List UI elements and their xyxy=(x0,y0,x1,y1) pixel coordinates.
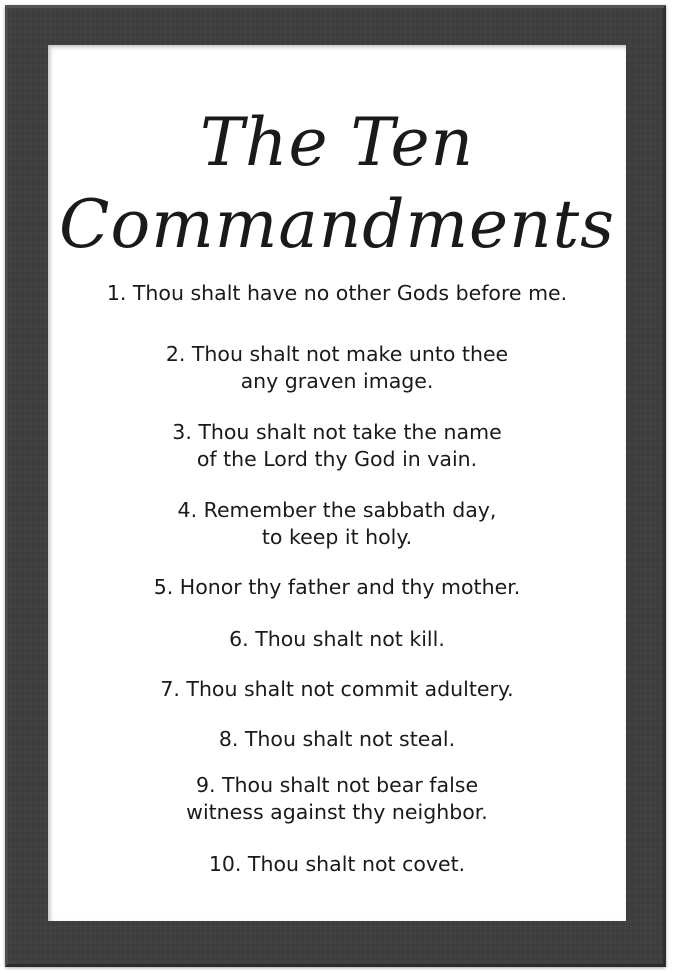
title-svg xyxy=(48,97,626,307)
commandment-5 xyxy=(48,574,626,601)
commandment-2 xyxy=(48,341,626,395)
commandment-9-line-1: 9. Thou shalt not bear false xyxy=(195,773,479,797)
print-canvas xyxy=(48,45,626,921)
commandment-8-line-1: 8. Thou shalt not steal. xyxy=(218,727,456,751)
commandment-2-line-1: 2. Thou shalt not make unto thee xyxy=(165,342,509,366)
commandment-10-line-1: 10. Thou shalt not covet. xyxy=(208,852,466,876)
title-line-2: Commandments xyxy=(58,186,616,263)
commandment-2-line-2: any graven image. xyxy=(240,369,434,393)
commandment-7-line-1: 7. Thou shalt not commit adultery. xyxy=(160,677,514,701)
commandment-8 xyxy=(48,726,626,753)
script-title xyxy=(48,97,626,307)
picture-frame xyxy=(5,5,666,967)
commandment-5-line-1: 5. Honor thy father and thy mother. xyxy=(153,575,521,599)
commandment-6-line-1: 6. Thou shalt not kill. xyxy=(229,627,445,651)
commandment-1 xyxy=(48,280,626,307)
commandment-9-line-2: witness against thy neighbor. xyxy=(186,800,488,824)
commandment-1-line-1: 1. Thou shalt have no other Gods before me. xyxy=(106,281,568,305)
commandment-3 xyxy=(48,419,626,473)
title-line-1: The Ten xyxy=(199,104,475,181)
commandment-4-line-1: 4. Remember the sabbath day, xyxy=(177,498,497,522)
commandment-3-line-1: 3. Thou shalt not take the name xyxy=(172,420,502,444)
commandment-9 xyxy=(48,772,626,826)
commandment-4 xyxy=(48,497,626,551)
commandment-6 xyxy=(48,626,626,653)
commandment-10 xyxy=(48,851,626,878)
commandment-7 xyxy=(48,676,626,703)
commandment-4-line-2: to keep it holy. xyxy=(261,525,413,549)
commandment-3-line-2: of the Lord thy God in vain. xyxy=(196,447,478,471)
